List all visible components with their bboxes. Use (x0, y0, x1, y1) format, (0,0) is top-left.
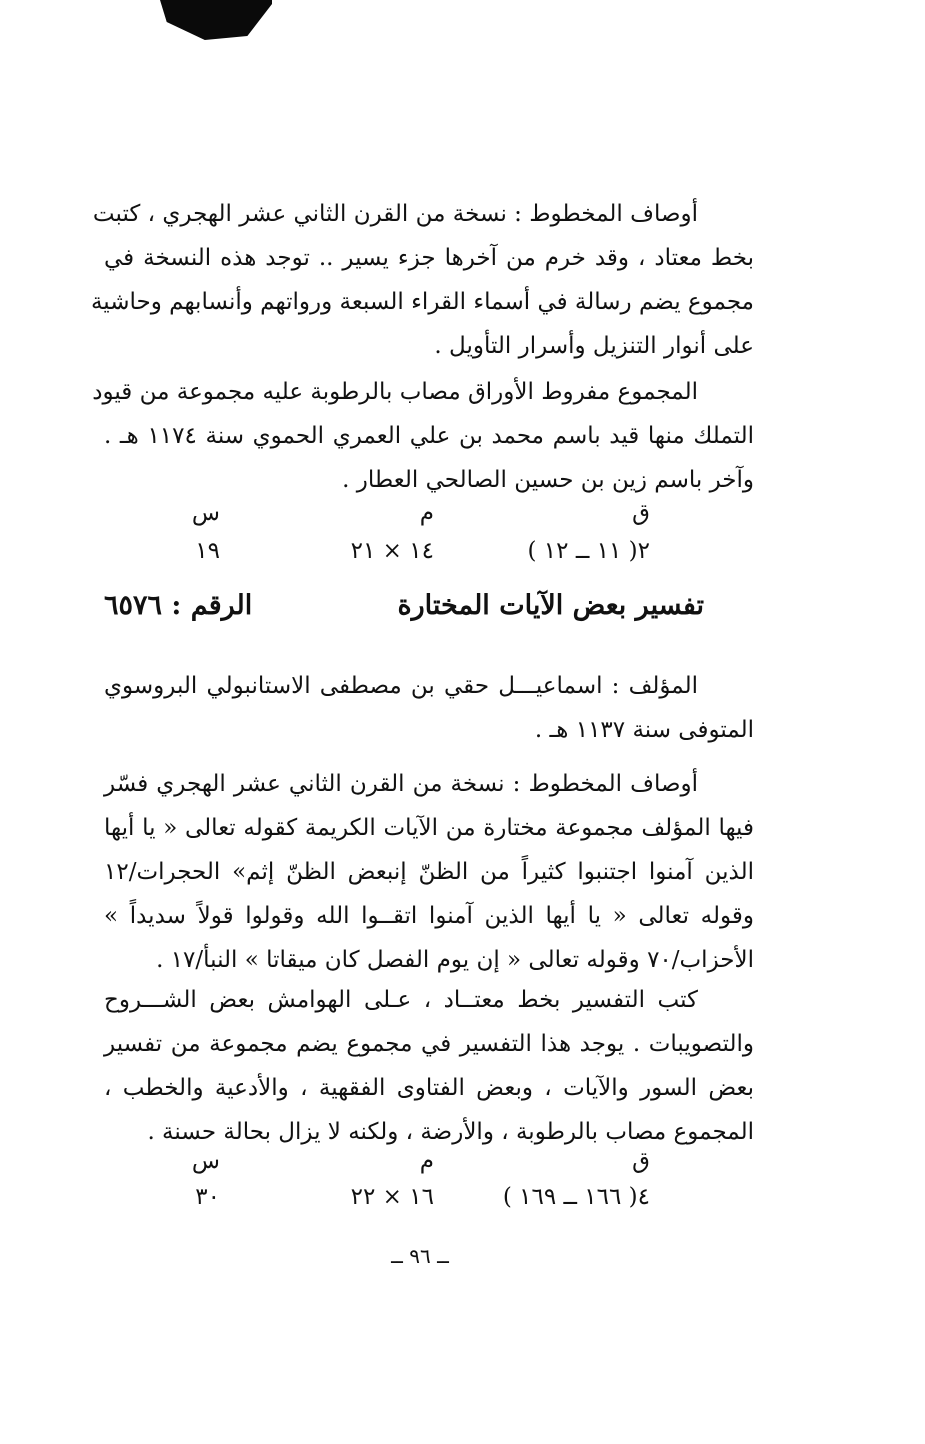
folio-value: ٤( ١٦٦ ــ ١٦٩ ) (502, 1184, 650, 1210)
text-line: كتب التفسير بخط معتــاد ، عـلى الهوامش بعض الشـــروح (104, 987, 698, 1013)
text-line: والتصويبات . يوجد هذا التفسير في مجموع يضم مجموعة من تفسير (104, 1031, 754, 1057)
text-line: الذين آمنوا اجتنبوا كثيراً من الظنّ إنبعض الظنّ إثم» الحجرات/١٢ (104, 859, 754, 885)
size-value: ١٤ × ٢١ (350, 538, 434, 564)
manuscript-description (90, 192, 754, 368)
text-line: المجموع مفروط الأوراق مصاب بالرطوبة عليه مجموعة من قيود (92, 379, 698, 405)
measurement-values (150, 538, 690, 574)
measurement-values (150, 1184, 690, 1220)
text-line: المجموع مصاب بالرطوبة ، والأرضة ، ولكنه لا يزال بحالة حسنة . (147, 1119, 754, 1145)
text-line: وآخر باسم زين بن حسين الصالحي العطار . (342, 467, 754, 493)
ownership-notes (92, 370, 754, 502)
size-label: م (419, 1148, 434, 1174)
folio-label: ق (632, 1148, 650, 1174)
text-line: التملك منها قيد باسم محمد بن علي العمري الحموي سنة ١١٧٤ هـ . (104, 423, 754, 449)
condition-notes (104, 978, 754, 1154)
text-line: بخط معتاد ، وقد خرم من آخرها جزء يسير .. توجد هذه النسخة في (104, 245, 754, 271)
text-line: الأحزاب/٧٠ وقوله تعالى « إن يوم الفصل كان ميقاتا » النبأ/١٧ . (156, 947, 754, 973)
text-line: أوصاف المخطوط : نسخة من القرن الثاني عشر الهجري ، كتبت (92, 201, 698, 227)
text-line: المتوفى سنة ١١٣٧ هـ . (534, 717, 754, 743)
manuscript-description (104, 762, 754, 982)
lines-label: س (191, 1148, 220, 1174)
text-line: المؤلف : اسماعيـــل حقي بن مصطفى الاستانبولي البروسوي (104, 673, 698, 699)
text-line: بعض السور والآيات ، وبعض الفتاوى الفقهية ، والأدعية والخطب ، (104, 1075, 754, 1101)
size-label: م (419, 500, 434, 526)
measurement-labels (150, 500, 690, 536)
text-line: على أنوار التنزيل وأسرار التأويل . (434, 333, 754, 359)
page-number: ــ ٩٦ ــ (391, 1244, 449, 1268)
text-line: فيها المؤلف مجموعة مختارة من الآيات الكريمة كقوله تعالى « يا أيها (104, 815, 754, 841)
author-info (104, 664, 754, 752)
text-line: مجموع يضم رسالة في أسماء القراء السبعة ورواتهم وأنسابهم وحاشية (90, 289, 754, 315)
entry-number: الرقم : ٦٥٧٦ (104, 590, 253, 621)
lines-value: ٣٠ (195, 1184, 220, 1210)
folio-value: ٢( ١١ ــ ١٢ ) (527, 538, 650, 564)
folio-label: ق (632, 500, 650, 526)
text-line: وقوله تعالى « يا أيها الذين آمنوا اتقــوا الله وقولوا قولاً سديداً » (104, 903, 754, 929)
lines-value: ١٩ (195, 538, 220, 564)
entry-title: تفسير بعض الآيات المختارة (397, 590, 704, 621)
text-line: أوصاف المخطوط : نسخة من القرن الثاني عشر الهجري فسّر (104, 771, 698, 797)
size-value: ١٦ × ٢٢ (350, 1184, 434, 1210)
measurement-labels (150, 1148, 690, 1184)
lines-label: س (191, 500, 220, 526)
scan-corner-mark (160, 0, 272, 40)
entry-heading (104, 590, 704, 638)
